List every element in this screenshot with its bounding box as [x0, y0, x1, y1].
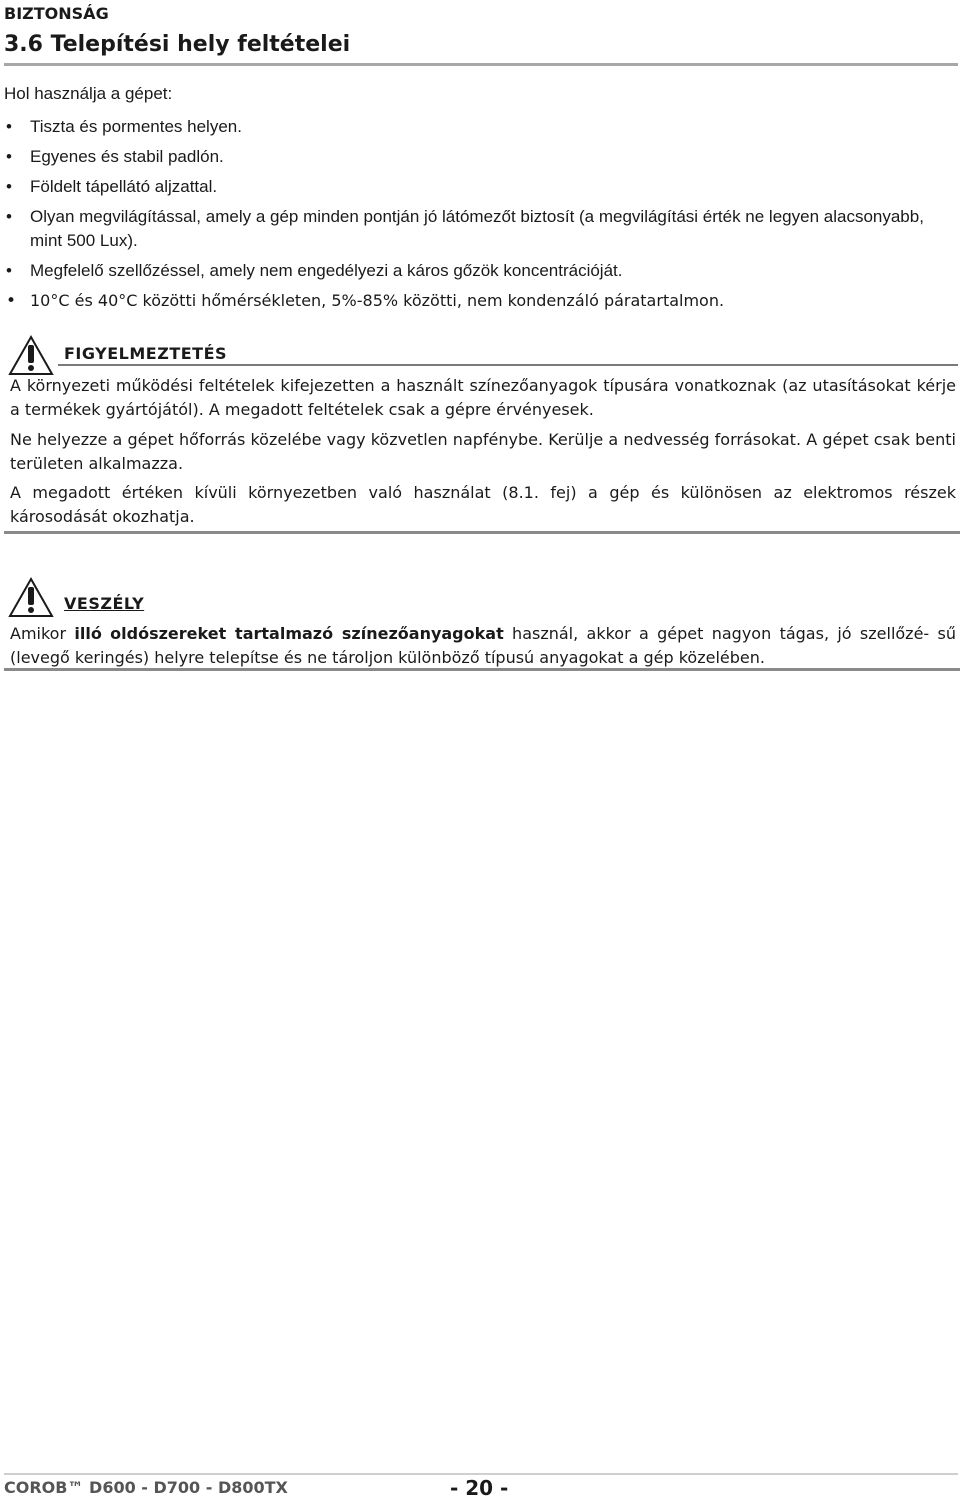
warning-triangle-icon [8, 334, 54, 376]
warning-bottom-rule [4, 531, 960, 534]
list-item [4, 175, 958, 199]
list-item-text: 10°C és 40°C közötti hőmérsékleten, 5%-85% közötti, nem kondenzáló páratartalmon. [30, 291, 725, 310]
page-number: - 20 - [450, 1476, 509, 1500]
list-item [4, 289, 958, 313]
title-rule [4, 63, 958, 66]
danger-title: VESZÉLY [64, 594, 145, 613]
danger-bold-solvents: oldószereket tartalmazó színezőanyagokat [110, 624, 504, 643]
intro-text: Hol használja a gépet: [4, 84, 173, 103]
section-label: BIZTONSÁG [4, 4, 109, 23]
bullet-icon: • [6, 117, 12, 136]
bullet-icon: • [6, 177, 12, 196]
warning-paragraph: A megadott értéken kívüli környezetben való használat (8.1. fej) a gép és különösen az elektromos részek károsodását okozhatja. [10, 483, 956, 526]
danger-text-pre: Amikor [10, 624, 75, 643]
danger-triangle-icon [8, 576, 54, 618]
warning-paragraph: Ne helyezze a gépet hőforrás közelébe vagy közvetlen napfénybe. Kerülje a nedvesség forrásokat. A gépet csak benti területen alkalmazza. [10, 430, 956, 473]
footer-brand: COROB™ D600 - D700 - D800TX [4, 1478, 288, 1497]
danger-text-post: használ, akkor a gépet nagyon tágas, jó szellőzé- sű (levegő keringés) helyre telepítse és ne tároljon különböző típusú anyagokat a gép közelében. [10, 624, 957, 667]
list-item-text: Tiszta és pormentes helyen. [30, 117, 242, 136]
list-item [4, 115, 958, 139]
list-item-text: Megfelelő szellőzéssel, amely nem engedélyezi a káros gőzök koncentrációját. [30, 261, 623, 280]
bullet-icon: • [6, 147, 12, 166]
requirements-list [4, 115, 958, 319]
list-item-text: Olyan megvilágítással, amely a gép minden pontján jó látómezőt biztosít (a megvilágítási érték ne legyen alacsonyabb, mint 500 Lux). [30, 207, 924, 250]
list-item-text: Földelt tápellátó aljzattal. [30, 177, 218, 196]
warning-title: FIGYELMEZTETÉS [64, 344, 228, 363]
list-item [4, 205, 958, 253]
danger-bold-volatile: illó [74, 624, 102, 643]
list-item [4, 259, 958, 283]
list-item-text: Egyenes és stabil padlón. [30, 147, 224, 166]
warning-paragraph: A környezeti működési feltételek kifejezetten a használt színezőanyagok típusára vonatkoznak (az utasításokat kérje a termékek gyártójától). A megadott feltételek csak a gépre érvényesek. [10, 376, 956, 419]
danger-box [4, 576, 958, 676]
bullet-icon: • [6, 261, 12, 280]
danger-text-space [102, 624, 110, 643]
danger-bottom-rule [4, 668, 960, 671]
bullet-icon: • [6, 207, 12, 226]
page-title: 3.6 Telepítési hely feltételei [4, 32, 351, 57]
footer-rule [4, 1473, 958, 1475]
bullet-icon: • [6, 291, 17, 311]
list-item [4, 145, 958, 169]
danger-paragraph [10, 622, 956, 670]
warning-title-rule [58, 364, 958, 366]
warning-box [4, 334, 958, 534]
